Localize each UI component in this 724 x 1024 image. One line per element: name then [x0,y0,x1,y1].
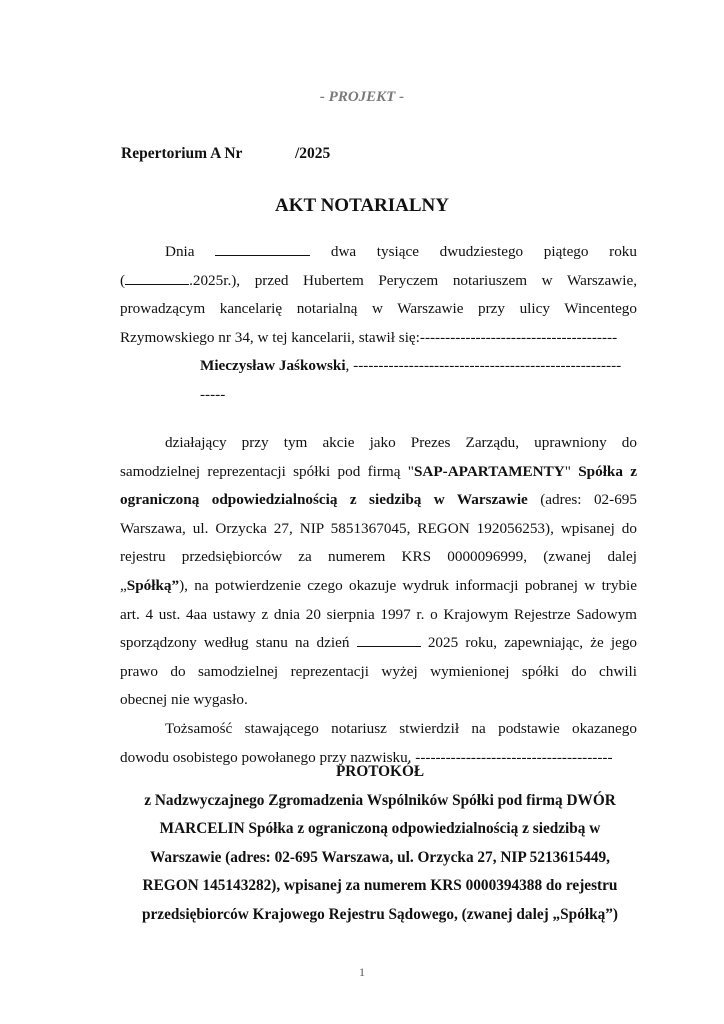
company-name: SAP-APARTAMENTY [413,462,565,480]
party-name: Mieczysław Jaśkowski [200,357,346,374]
rep-line-10: obecnej nie wygasło. [120,691,248,709]
date-blank [215,243,310,256]
intro-line-4: Rzymowskiego nr 34, w tej kancelarii, stawił się:--------------------------------------- [120,328,618,346]
identity-line-2: dowodu osobistego powołanego przy nazwisku. --------------------------------------- [120,748,613,766]
state-date-blank [357,634,421,647]
appearing-party [200,352,637,409]
rep-line-7: art. 4 ust. 4aa ustawy z dnia 20 sierpnia 1997 r. o Krajowym Rejestrze Sadowym [120,605,637,623]
identity-line-1: Tożsamość stawającego notariusz stwierdził na podstawie okazanego [165,720,637,737]
party-line: Mieczysław Jaśkowski, ----------------------------------------------------- [200,357,622,374]
repertorium-label: Repertorium A Nr [121,145,243,162]
rep-line-8: sporządzony według stanu na dzień 2025 roku, zapewniając, że jego [120,634,637,652]
protocol-line-5: przedsiębiorców Krajowego Rejestru Sądowego, (zwanej dalej „Spółką”) [142,905,618,923]
rep-line-9: prawo do samodzielnej reprezentacji wyżej wymienionej spółki do chwili [120,662,637,680]
rep-line-4: Warszawa, ul. Orzycka 27, NIP 5851367045, REGON 192056253), wpisanej do [120,519,637,537]
intro-line-1: Dnia dwa tysiące dwudziestego piątego roku [165,243,637,260]
page-number: 1 [359,965,365,979]
protocol-line-4: REGON 145143282), wpisanej za numerem KRS 0000394388 do rejestru [142,877,618,895]
protocol-line-3: Warszawie (adres: 02-695 Warszawa, ul. Orzycka 27, NIP 5213615449, [149,848,610,866]
draft-label: - PROJEKT - [319,89,405,105]
date-numeric-blank [125,272,189,285]
intro-line-2: ( .2025r.), przed Hubertem Peryczem notariuszem w Warszawie, [120,271,637,289]
intro-paragraph [120,238,637,352]
repertorium-number: /2025 [295,145,331,162]
protocol-heading: PROTOKÓŁ [335,763,425,780]
representation-paragraph [120,429,637,715]
intro-line-3: prowadzącym kancelarię notarialną w Warszawie przy ulicy Wincentego [120,300,637,318]
rep-line-3: ograniczoną odpowiedzialnością z siedzibą w Warszawie (adres: 02-695 [120,491,637,509]
repertorium-line [121,145,331,163]
rep-line-1: działający przy tym akcie jako Prezes Zarządu, uprawniony do [165,434,637,451]
protocol-line-2: MARCELIN Spółka z ograniczoną odpowiedzialnością z siedzibą w [159,820,601,838]
protocol-section [110,758,650,930]
document-title: AKT NOTARIALNY [274,195,449,216]
rep-line-5: rejestru przedsiębiorców za numerem KRS 0000096999, (zwanej dalej [120,548,637,566]
protocol-line-1: z Nadzwyczajnego Zgromadzenia Wspólników Spółki pod firmą DWÓR [144,791,616,809]
rep-line-6: „Spółką”), na potwierdzenie czego okazuje wydruk informacji pobranej w trybie [120,576,637,594]
rep-line-2: samodzielnej reprezentacji spółki pod firmą "SAP-APARTAMENTY" Spółka z [120,462,637,480]
party-continuation: ----- [200,385,226,403]
